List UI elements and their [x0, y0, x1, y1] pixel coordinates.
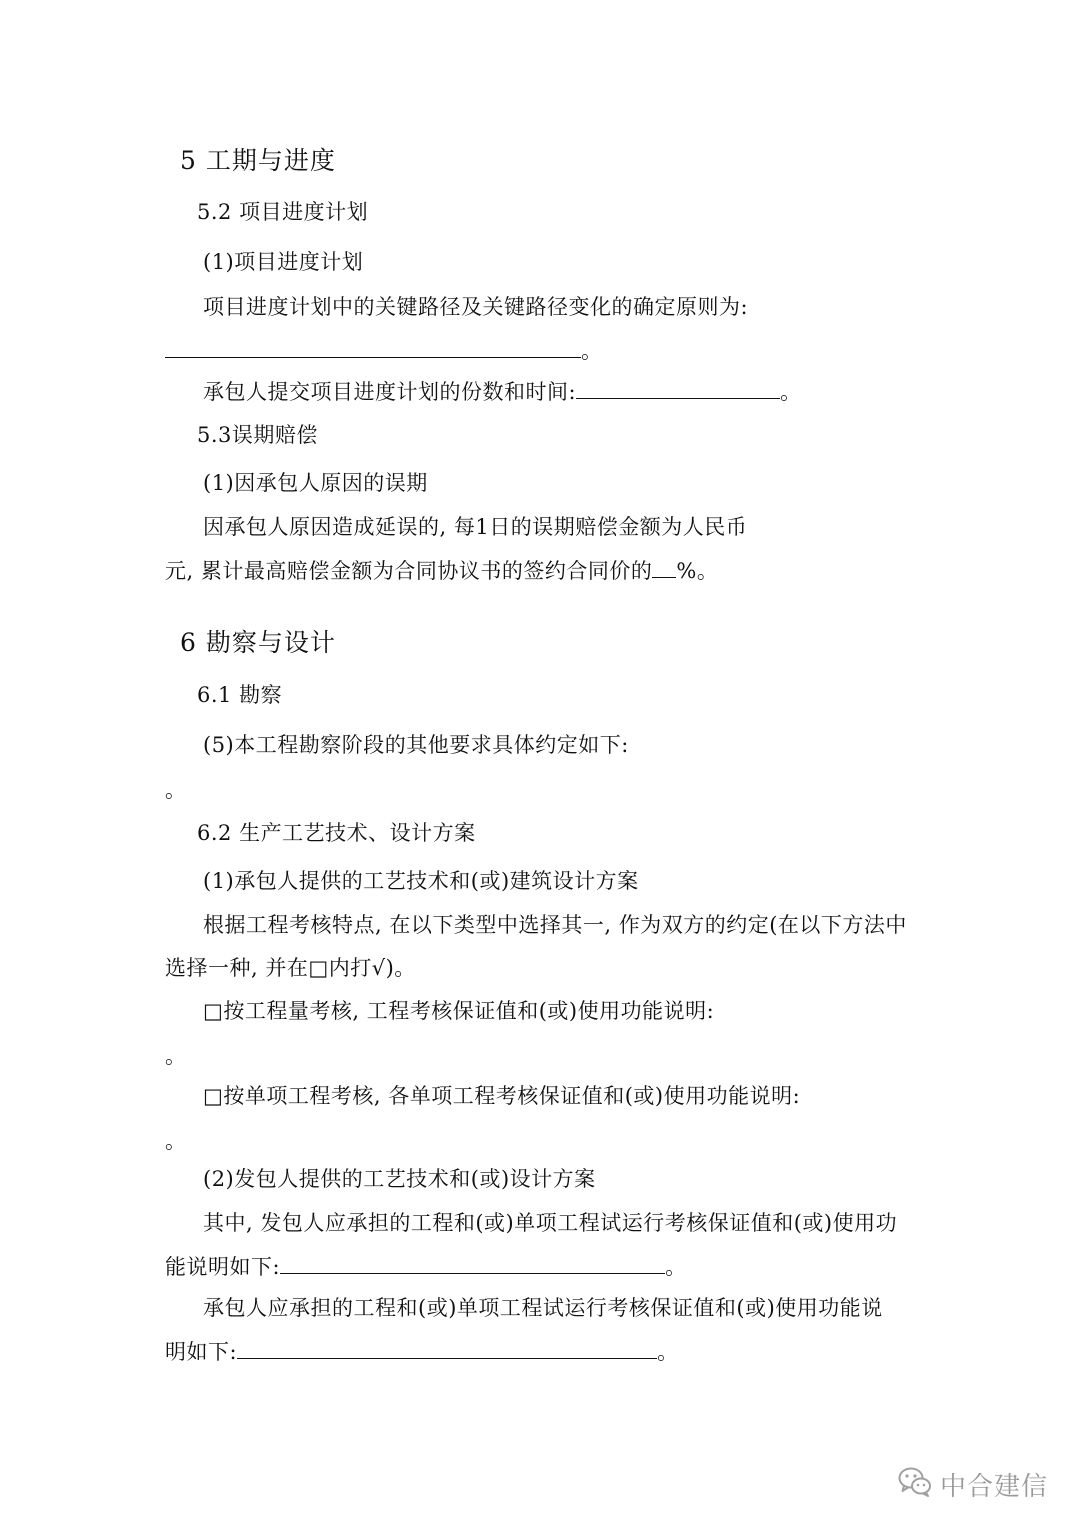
option-1-end: 。 — [165, 1044, 187, 1068]
text-2-label: 承包人提交项目进度计划的份数和时间: — [203, 380, 577, 404]
section-6-1-end: 。 — [165, 778, 187, 802]
period: 。 — [581, 339, 603, 363]
watermark — [898, 1466, 1048, 1502]
section-5-3-text-1: 因承包人原因造成延误的, 每1日的误期赔偿金额为人民币 — [203, 515, 748, 539]
section-5-2-blank-line-1 — [165, 335, 603, 366]
section-5-title: 5 工期与进度 — [180, 146, 336, 175]
fill-in-blank[interactable] — [652, 555, 676, 578]
section-6-2-text-3-cont — [165, 1336, 679, 1367]
period: 。 — [780, 380, 802, 404]
section-5-2-item-1: (1)项目进度计划 — [203, 250, 364, 274]
section-6-2-item-2: (2)发包人提供的工艺技术和(或)设计方案 — [203, 1167, 596, 1191]
fill-in-blank[interactable] — [576, 376, 780, 399]
section-6-2-text-2-cont — [165, 1251, 687, 1282]
option-by-single-project[interactable]: □按单项工程考核, 各单项工程考核保证值和(或)使用功能说明: — [203, 1084, 801, 1108]
section-5-3-title: 5.3误期赔偿 — [197, 423, 318, 447]
fill-in-blank[interactable] — [237, 1336, 657, 1359]
option-2-end: 。 — [165, 1129, 187, 1153]
period: 。 — [665, 1255, 687, 1279]
fill-in-blank[interactable] — [280, 1251, 665, 1274]
section-5-2-text-1: 项目进度计划中的关键路径及关键路径变化的确定原则为: — [203, 295, 749, 319]
text-3-cont-label: 明如下: — [165, 1340, 238, 1364]
section-6-2-text-1-cont: 选择一种, 并在□内打√)。 — [165, 956, 416, 980]
text-2-cont-label: 能说明如下: — [165, 1255, 281, 1279]
section-6-2-text-2: 其中, 发包人应承担的工程和(或)单项工程试运行考核保证值和(或)使用功 — [203, 1211, 898, 1235]
section-6-2-item-1: (1)承包人提供的工艺技术和(或)建筑设计方案 — [203, 869, 639, 893]
option-by-quantity[interactable]: □按工程量考核, 工程考核保证值和(或)使用功能说明: — [203, 999, 715, 1023]
section-6-2-title: 6.2 生产工艺技术、设计方案 — [197, 821, 476, 845]
section-5-3-item-1: (1)因承包人原因的误期 — [203, 471, 428, 495]
section-5-2-title: 5.2 项目进度计划 — [197, 200, 369, 224]
text-2-label: 元, 累计最高赔偿金额为合同协议书的签约合同价的 — [165, 559, 653, 583]
section-6-1-title: 6.1 勘察 — [197, 683, 283, 707]
percent-suffix: %。 — [676, 559, 719, 583]
section-6-title: 6 勘察与设计 — [180, 628, 336, 657]
section-6-2-text-3: 承包人应承担的工程和(或)单项工程试运行考核保证值和(或)使用功能说 — [203, 1296, 883, 1320]
section-6-1-item-5: (5)本工程勘察阶段的其他要求具体约定如下: — [203, 733, 629, 757]
fill-in-blank[interactable] — [165, 335, 581, 358]
watermark-text: 中合建信 — [940, 1471, 1049, 1502]
section-5-2-text-2 — [203, 376, 802, 407]
section-6-2-text-1: 根据工程考核特点, 在以下类型中选择其一, 作为双方的约定(在以下方法中 — [203, 913, 907, 937]
section-5-3-text-2 — [165, 555, 718, 586]
period: 。 — [657, 1340, 679, 1364]
wechat-icon — [898, 1467, 932, 1501]
